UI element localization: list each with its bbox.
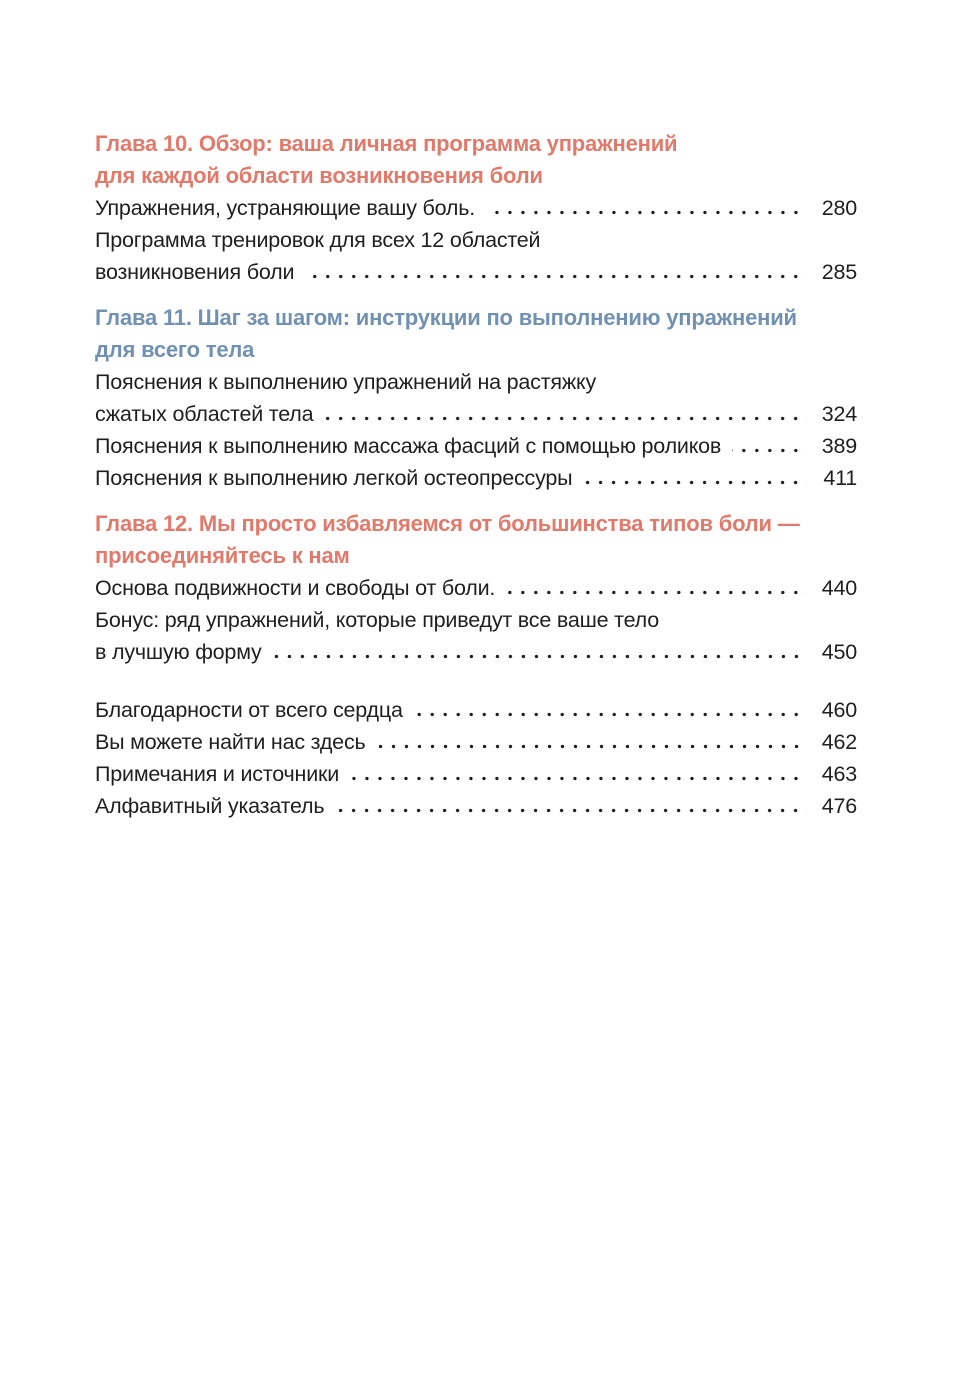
toc-entry-row (95, 192, 857, 224)
heading-line: присоединяйтесь к нам (95, 543, 350, 568)
dot-leader (414, 712, 807, 717)
entry-page-number: 450 (821, 640, 857, 664)
toc-entry (95, 462, 857, 494)
entry-title-continuation: сжатых областей тела (95, 402, 314, 426)
toc-entry (95, 790, 857, 822)
entry-title-continuation: возникновения боли (95, 260, 295, 284)
entry-page-number: 463 (821, 762, 857, 786)
toc-entry (95, 694, 857, 726)
entry-page-number: 462 (821, 730, 857, 754)
entry-page-number: 476 (821, 794, 857, 818)
toc-entry-row (95, 256, 857, 288)
entry-title: Алфавитный указатель (95, 794, 325, 818)
toc-entry (95, 430, 857, 462)
section-back-matter (95, 694, 857, 822)
section-chapter-11 (95, 302, 857, 494)
toc-entry (95, 758, 857, 790)
entry-title: Благодарности от всего сердца (95, 698, 403, 722)
dot-leader (377, 744, 808, 749)
dot-leader (324, 416, 807, 421)
entry-title: Программа тренировок для всех 12 областей (95, 228, 541, 252)
dot-leader (732, 448, 807, 453)
toc-entry (95, 726, 857, 758)
entry-title: Основа подвижности и свободы от боли. (95, 576, 496, 600)
chapter-12-heading (95, 508, 857, 572)
entry-title: Пояснения к выполнению упражнений на растяжку (95, 370, 596, 394)
dot-leader (486, 210, 807, 215)
entry-page-number: 440 (821, 576, 857, 600)
toc-entry-row (95, 604, 857, 636)
toc-entry-row (95, 430, 857, 462)
entry-page-number: 280 (821, 196, 857, 220)
chapter-10-heading (95, 128, 857, 192)
toc-entry-row (95, 224, 857, 256)
toc-entry (95, 366, 857, 430)
toc-entry-row (95, 398, 857, 430)
dot-leader (273, 654, 807, 659)
entry-title: Примечания и источники (95, 762, 340, 786)
entry-title: Бонус: ряд упражнений, которые приведут все ваше тело (95, 608, 659, 632)
section-chapter-12 (95, 508, 857, 668)
toc-entry (95, 572, 857, 604)
entry-page-number: 324 (821, 402, 857, 426)
entry-title-continuation: в лучшую форму (95, 640, 262, 664)
heading-line: Глава 12. Мы просто избавляемся от большинства типов боли — (95, 511, 800, 536)
dot-leader (506, 590, 807, 595)
entry-title: Вы можете найти нас здесь (95, 730, 366, 754)
section-chapter-10 (95, 128, 857, 288)
entry-page-number: 389 (821, 434, 857, 458)
heading-line: Глава 10. Обзор: ваша личная программа упражнений (95, 131, 678, 156)
toc-entry-row (95, 726, 857, 758)
toc-entry (95, 192, 857, 224)
entry-page-number: 411 (823, 466, 857, 490)
toc-entry-row (95, 758, 857, 790)
toc-entry-row (95, 462, 857, 494)
toc-entry-row (95, 572, 857, 604)
toc-entry (95, 604, 857, 668)
heading-line: для всего тела (95, 337, 255, 362)
toc-entry-row (95, 636, 857, 668)
entry-page-number: 460 (821, 698, 857, 722)
entry-title: Упражнения, устраняющие вашу боль. (95, 196, 476, 220)
heading-line: для каждой области возникновения боли (95, 163, 543, 188)
toc-entry-row (95, 790, 857, 822)
dot-leader (335, 808, 807, 813)
toc-entry (95, 224, 857, 288)
entry-title: Пояснения к выполнению массажа фасций с помощью роликов (95, 434, 722, 458)
entry-page-number: 285 (821, 260, 857, 284)
toc-entry-row (95, 366, 857, 398)
dot-leader (305, 274, 807, 279)
chapter-11-heading (95, 302, 857, 366)
entry-title: Пояснения к выполнению легкой остеопрессуры (95, 466, 573, 490)
dot-leader (583, 480, 807, 485)
heading-line: Глава 11. Шаг за шагом: инструкции по выполнению упражнений (95, 305, 797, 330)
dot-leader (350, 776, 807, 781)
toc-entry-row (95, 694, 857, 726)
